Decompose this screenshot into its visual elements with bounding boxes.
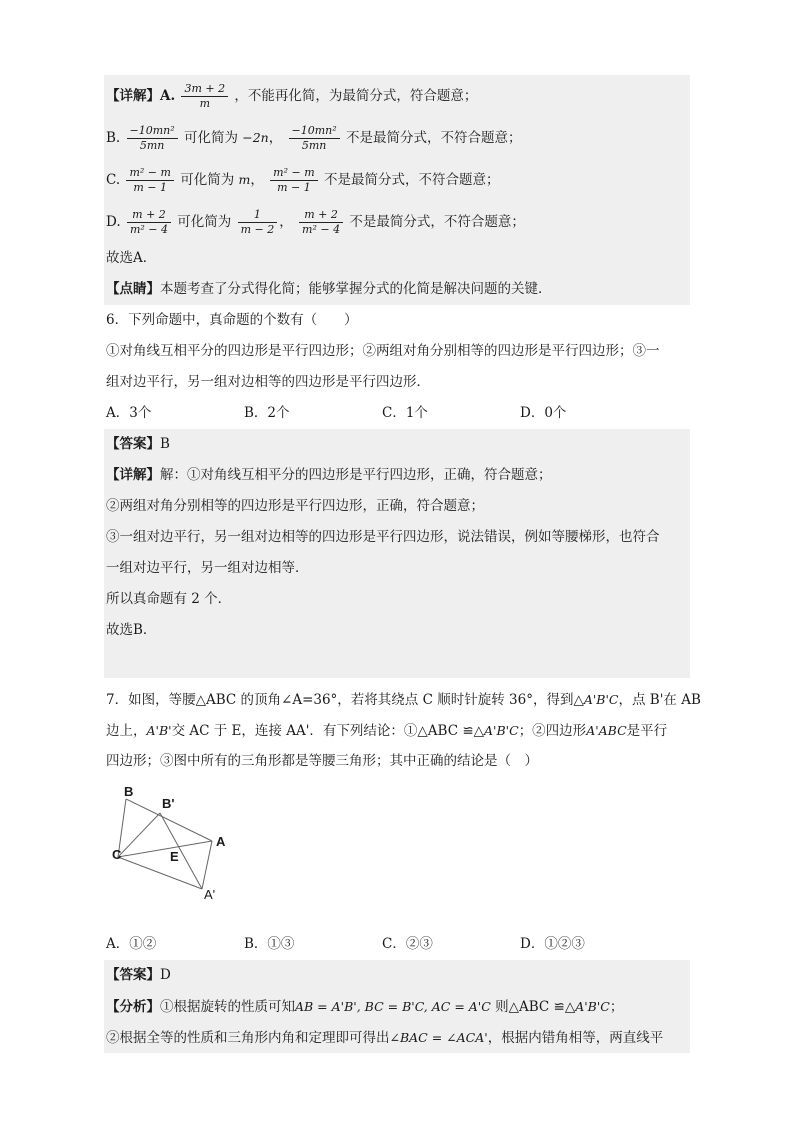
question-stem: 6．下列命题中，真命题的个数有（ ） (106, 312, 358, 328)
detail-row-c: C. $\frac{\text{m² − m}}{m - 1}$ 可化简为 m， $\frac{\text{m² − m}}{m - 1}$ 不是最简分式，不符合题意； (106, 166, 500, 194)
q6-solution-block (104, 429, 690, 678)
option-list (104, 398, 690, 429)
option-b: B．2个 (244, 405, 290, 421)
question-line: 四边形；③图中所有的三角形都是等腰三角形；其中正确的结论是（ ） (106, 753, 538, 769)
detail-line: 所以真命题有 2 个． (106, 591, 232, 607)
choose-line: 故选A． (106, 250, 157, 266)
point-line: 【点睛】本题考查了分式得化简；能够掌握分式的化简是解决问题的关键． (106, 281, 552, 297)
option-b: B．①③ (244, 936, 295, 952)
option-a: A．3个 (106, 405, 152, 421)
option-list (104, 929, 690, 960)
label-a-prime: A' (204, 887, 216, 902)
label-b-prime: B' (162, 796, 175, 811)
fraction: $\frac{3m + 2}{m}$ (181, 82, 228, 111)
option-d: D．0个 (520, 405, 567, 421)
fraction: $\frac{\text{−10mn²}}{5mn}$ (127, 124, 178, 153)
fraction: $\frac{m + 2}{\text{m² − 4}}$ (299, 208, 343, 237)
q6-block (104, 305, 690, 429)
q7-block (104, 684, 701, 960)
q7-solution-block (104, 960, 690, 1053)
triangle-rotation-figure (104, 777, 304, 929)
option-d: D．①②③ (520, 936, 585, 952)
blank-line (104, 646, 690, 678)
analysis-line: ②根据全等的性质和三角形内角和定理即可得出∠BAC = ∠ACA'，根据内错角相等，两直线平 (106, 1030, 664, 1046)
option-a: A．①② (106, 936, 157, 952)
analysis-line: 【分析】①根据旋转的性质可知AB = A'B', BC = B'C, AC = A'C 则△ABC ≌△A'B'C； (106, 999, 624, 1015)
detail-line: ③一组对边平行，另一组对边相等的四边形是平行四边形，说法错误，例如等腰梯形，也符合 (106, 529, 660, 545)
answer-line: 【答案】D (106, 967, 171, 983)
q5-solution-block (104, 75, 690, 305)
detail-line: ②两组对角分别相等的四边形是平行四边形，正确，符合题意； (106, 498, 484, 514)
fraction: $\frac{m + 2}{\text{m² − 4}}$ (127, 208, 171, 237)
question-line: 7．如图，等腰△ABC 的顶角∠A=36°，若将其绕点 C 顺时针旋转 36°，得到△A'B'C，点 B'在 AB (106, 692, 701, 708)
detail-row-a (104, 75, 690, 117)
question-line: 组对边平行，另一组对边相等的四边形是平行四边形． (106, 374, 430, 390)
question-line: ①对角线互相平分的四边形是平行四边形；②两组对角分别相等的四边形是平行四边形；③一 (106, 343, 660, 359)
fraction: $\frac{1}{m - 2}$ (238, 208, 278, 237)
option-c: C．1个 (382, 405, 428, 421)
label-e: E (170, 849, 179, 864)
option-c: C．②③ (382, 936, 433, 952)
label-a: A (216, 834, 226, 849)
fraction: $\frac{\text{m² − m}}{m - 1}$ (270, 166, 317, 195)
detail-line: 一组对边平行，另一组对边相等． (106, 560, 309, 576)
detail-text: ，不能再化简，为最简分式，符合题意； (234, 88, 478, 104)
label-c: C (112, 847, 122, 862)
answer-line: 【答案】B (106, 436, 170, 452)
choose-line: 故选B． (106, 622, 157, 638)
detail-line: 【详解】解：①对角线互相平分的四边形是平行四边形，正确，符合题意； (106, 467, 552, 483)
geometry-figure (104, 777, 690, 929)
detail-label: 【详解】A. (106, 88, 176, 104)
fraction: $\frac{\text{m² − m}}{m - 1}$ (126, 166, 173, 195)
label-b: B (124, 784, 134, 799)
detail-row-d: D. $\frac{m + 2}{\text{m² − 4}}$ 可化简为 $\frac{1}{m - 2}$ ， $\frac{m + 2}{\text{m² − 4}}$ 不是最简分式，不符合题意； (106, 208, 525, 236)
detail-row-b: B. $\frac{\text{−10mn²}}{5mn}$ 可化简为 −2n， $\frac{\text{−10mn²}}{5mn}$ 不是最简分式，不符合题意； (106, 124, 522, 152)
question-line: 边上，A'B'交 AC 于 E，连接 AA'．有下列结论：①△ABC ≌△A'B'C；②四边形A'ABC是平行 (106, 723, 668, 739)
document-page (104, 75, 701, 1053)
fraction: $\frac{\text{−10mn²}}{5mn}$ (289, 124, 340, 153)
